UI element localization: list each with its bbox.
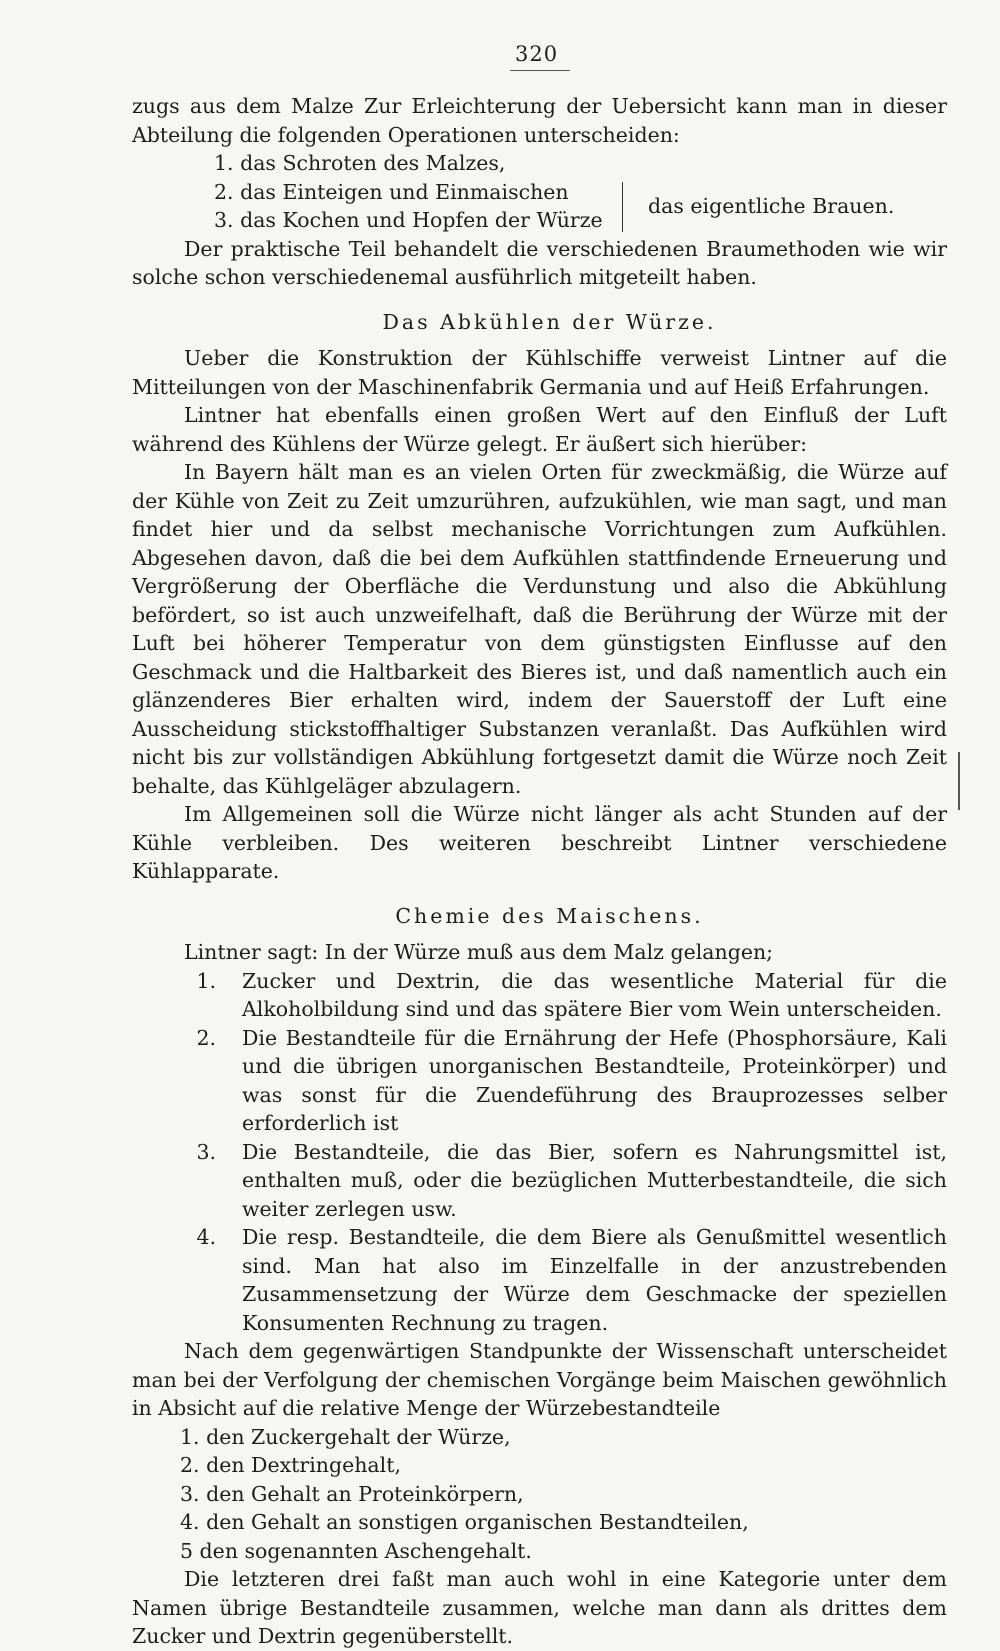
body-text (132, 92, 947, 1651)
intro-list-item-3: 3. das Kochen und Hopfen der Würze (214, 208, 603, 232)
list-item-number: 3. (196, 1139, 216, 1164)
constituent-list-item: 1. den Zuckergehalt der Würze, (180, 1424, 511, 1449)
section-heading-abkuehlen: Das Abkühlen der Würze. (382, 309, 717, 334)
intro-list-item-2: 2. das Einteigen und Einmaischen (214, 179, 569, 204)
section-heading-chemie: Chemie des Maischens. (395, 903, 704, 928)
section2-intro: Lintner sagt: In der Würze muß aus dem Malz gelangen; (184, 940, 774, 964)
list-item (132, 967, 947, 1024)
intro-list-item-1: 1. das Schroten des Malzes, (214, 151, 506, 175)
margin-bracket-mark (958, 752, 960, 810)
intro-paragraph-2: Der praktische Teil behandelt die verschiedenen Braumethoden wie wir solche schon verschiedenemal ausführlich mitgeteilt haben. (132, 236, 947, 289)
intro-brace-group (132, 178, 947, 235)
section1-paragraph-2: Lintner hat ebenfalls einen großen Wert auf den Einfluß der Luft während des Kühlens der Würze gelegt. Er äußert sich hierüber: (132, 403, 947, 456)
constituent-list-item: 2. den Dextringehalt, (180, 1453, 401, 1477)
list-item-text: Zucker und Dextrin, die das wesentliche Material für die Alkoholbildung sind und das spätere Bier vom Wein unterscheiden. (242, 968, 947, 1021)
list-item-number: 2. (196, 1025, 216, 1050)
page-number: 320 (515, 42, 559, 66)
constituent-list-item: 3. den Gehalt an Proteinkörpern, (180, 1481, 524, 1506)
list-item (132, 1223, 947, 1337)
list-item (132, 1024, 947, 1138)
numbered-list (132, 967, 947, 1338)
constituent-list (132, 1423, 947, 1566)
list-item-number: 4. (196, 1225, 216, 1249)
constituent-list-item: 5 den sogenannten Aschengehalt. (180, 1538, 532, 1563)
brace-label: das eigentliche Brauen. (648, 193, 895, 218)
intro-paragraph: zugs aus dem Malze Zur Erleichterung der Uebersicht kann man in dieser Abteilung die folgenden Operationen unterscheiden: (132, 94, 947, 147)
list-item-number: 1. (196, 968, 216, 993)
section2-paragraph-3: Die letzteren drei faßt man auch wohl in eine Kategorie unter dem Namen übrige Bestandteile zusammen, welche man dann als drittes dem Zucker und Dextrin gegenüberstellt. (132, 1567, 947, 1648)
section1-paragraph-1: Ueber die Konstruktion der Kühlschiffe verweist Lintner auf die Mitteilungen von der Maschinenfabrik Germania und auf Heiß Erfahrungen. (132, 346, 947, 399)
brace-line (622, 182, 623, 232)
page-number-rule (510, 70, 570, 71)
section1-paragraph-3: In Bayern hält man es an vielen Orten für zweckmäßig, die Würze auf der Kühle von Zeit zu Zeit umzurühren, aufzukühlen, wie man sagt, und man findet hier und da selbst mechanische Vorrichtungen zum Aufkühlen. Abgesehen davon, daß die bei dem Aufkühlen stattfindende Erneuerung und Vergrößerung der Oberfläche die Verdunstung und also die Abkühlung befördert, so ist auch unzweifelhaft, daß die Berührung der Würze mit der Luft bei höherer Temperatur von dem günstigsten Einflusse auf den Geschmack und die Haltbarkeit des Bieres ist, und daß namentlich auch ein glänzenderes Bier erhalten wird, indem der Sauerstoff der Luft eine Ausscheidung stickstoffhaltiger Substanzen veranlaßt. Das Aufkühlen wird nicht bis zur vollständigen Abkühlung fortgesetzt damit die Würze noch Zeit behalte, das Kühlgeläger abzulagern. (132, 460, 947, 798)
constituent-list-item: 4. den Gehalt an sonstigen organischen Bestandteilen, (180, 1510, 749, 1534)
list-item (132, 1138, 947, 1224)
list-item-text: Die Bestandteile für die Ernährung der Hefe (Phosphorsäure, Kali und die übrigen unorganischen Bestandteile, Proteinkörper) und was sonst für die Zuendeführung des Brauprozesses selber erforderlich ist (242, 1025, 947, 1135)
section1-paragraph-4: Im Allgemeinen soll die Würze nicht länger als acht Stunden auf der Kühle verbleiben. Des weiteren beschreibt Lintner verschiedene Kühlapparate. (132, 802, 947, 883)
list-item-text: Die Bestandteile, die das Bier, sofern es Nahrungsmittel ist, enthalten muß, oder die bezüglichen Mutterbestandteile, die sich weiter zerlegen usw. (242, 1139, 947, 1221)
list-item-text: Die resp. Bestandteile, die dem Biere als Genußmittel wesentlich sind. Man hat also im Einzelfalle in der anzustrebenden Zusammensetzung der Würze dem Geschmacke der speziellen Konsumenten Rechnung zu tragen. (242, 1225, 947, 1335)
section2-paragraph-2: Nach dem gegenwärtigen Standpunkte der Wissenschaft unterscheidet man bei der Verfolgung der chemischen Vorgänge beim Maischen gewöhnlich in Absicht auf die relative Menge der Würzebestandteile (132, 1339, 947, 1420)
